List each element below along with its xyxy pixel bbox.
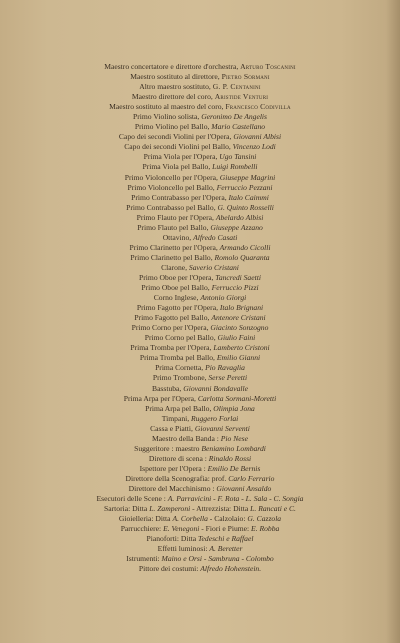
credit-line (4, 193, 396, 203)
credit-line (4, 233, 396, 243)
credit-name: Beniamino Lombardi (201, 443, 266, 453)
credit-name: Olimpia Jona (213, 403, 255, 413)
credit-name: Pio Ravaglia (205, 363, 245, 373)
credit-name: Giovanni Ansaldo (216, 483, 272, 493)
credit-role: Prima Arpa pel Ballo, (145, 403, 212, 413)
credit-name: Carlotta Sormani-Moretti (197, 393, 277, 403)
credit-name: A. Beretter (209, 544, 243, 554)
credit-line (4, 524, 396, 534)
credit-role: Primo Fagotto pel Ballo, (134, 313, 210, 323)
credit-line (4, 514, 396, 524)
credit-line (4, 323, 396, 333)
credits-list (0, 62, 400, 574)
credit-name: Giuseppe Azzano (210, 222, 263, 232)
credit-line (4, 243, 396, 253)
credit-role: Direttore della Scenografia: prof. (125, 473, 227, 483)
credit-role: Prima Viola per l'Opera, (143, 152, 218, 162)
credit-role: Ottavino, (162, 232, 192, 242)
credit-name: Giovanni Albisi (233, 132, 282, 142)
credit-role: Primo Fagotto per l'Opera, (136, 303, 218, 313)
credit-line (4, 82, 396, 92)
credit-line (4, 444, 396, 454)
credit-line (4, 102, 396, 112)
credit-name: A. Parravicini - F. Rota - L. Sala - C. Songia (167, 494, 304, 504)
credit-role: Maestro sostituto al direttore, (130, 72, 220, 82)
credit-role: Capo dei secondi Violini per l'Opera, (118, 132, 232, 142)
credit-name: Emilio De Bernis (207, 463, 261, 473)
credit-role: Primo Violino solista, (133, 112, 200, 122)
credit-name: E. Robba (251, 524, 280, 534)
credit-line (4, 434, 396, 444)
credit-role: Corno Inglese, (153, 293, 199, 303)
credit-name: Carlo Ferrario (228, 473, 275, 483)
credit-role: Maestro concertatore e direttore d'orchestra, (104, 62, 239, 71)
credit-name: Giuseppe Magrini (219, 172, 276, 182)
credit-line (4, 162, 396, 172)
credit-role: Primo Clarinetto per l'Opera, (129, 242, 218, 252)
credit-line (4, 363, 396, 373)
credit-line (4, 92, 396, 102)
credit-role: Primo Contrabasso pel Ballo, (126, 202, 216, 212)
credit-line (4, 464, 396, 474)
credit-role: Parrucchiere: (120, 524, 162, 534)
credit-name: Emilio Gianni (216, 353, 261, 363)
credit-name: Francesco Codivilla (225, 102, 291, 112)
credit-role: Primo Trombone, (152, 373, 207, 383)
credit-name: Rinaldo Rossi (208, 453, 252, 463)
credit-line (4, 484, 396, 494)
credit-line (4, 414, 396, 424)
credit-role: Sartoria: Ditta (104, 504, 148, 514)
credit-name: Saverio Cristani (188, 262, 239, 272)
credit-line (4, 62, 396, 72)
credit-role: Maestro direttore del coro, (131, 92, 213, 102)
credit-role: Primo Corno per l'Opera, (131, 323, 209, 333)
credit-line (4, 213, 396, 223)
credit-name: Geronimo De Angelis (201, 112, 267, 122)
credit-line (4, 544, 396, 554)
credit-line (4, 504, 396, 514)
credit-role: Maestro sostituto al maestro del coro, (109, 102, 224, 112)
credit-role: - Fiori e Piume: (199, 524, 250, 534)
credit-name: Italo Caimmi (228, 192, 269, 202)
credit-line (4, 72, 396, 82)
credit-line (4, 564, 396, 574)
credit-role: Capo dei secondi Violini pel Ballo, (124, 142, 231, 152)
credit-line (4, 394, 396, 404)
credit-name: Serse Peretti (208, 373, 248, 383)
credit-name: Tedeschi e Raffael (198, 534, 254, 544)
credit-name: L. Rancati e C. (250, 504, 296, 514)
credit-role: Gioielleria: Ditta (118, 514, 171, 524)
credit-line (4, 253, 396, 263)
credit-name: Romolo Quaranta (214, 252, 270, 262)
credit-line (4, 152, 396, 162)
credit-role: Direttore di scena : (148, 453, 207, 463)
credit-role: Primo Corno pel Ballo, (144, 333, 216, 343)
credit-name: L. Zamperoni (149, 504, 191, 514)
credit-line (4, 353, 396, 363)
credit-role: Primo Violoncello per l'Opera, (124, 172, 218, 182)
credit-name: Ferruccio Pizzi (211, 283, 259, 293)
credit-role: Pittore dei costumi: (138, 564, 199, 574)
credit-role: Primo Flauto per l'Opera, (136, 212, 214, 222)
credit-name: Arturo Toscanini (240, 62, 296, 71)
credit-role: Prima Tromba pel Ballo, (139, 353, 215, 363)
credit-line (4, 112, 396, 122)
credit-name: Vincenzo Lodi (232, 142, 276, 152)
credit-line (4, 424, 396, 434)
credit-name: Antenore Cristani (211, 313, 266, 323)
credit-role: - Attrezzista: Ditta (190, 504, 249, 514)
credit-line (4, 173, 396, 183)
credit-role: Prima Viola pel Ballo, (142, 162, 211, 172)
credit-name: Armando Cicolli (219, 242, 271, 252)
credit-name: G. Cazzola (247, 514, 282, 524)
credit-name: Alfredo Casati (193, 232, 238, 242)
credit-role: Suggeritore : maestro (134, 443, 200, 453)
credit-role: Primo Oboe per l'Opera, (139, 272, 214, 282)
credit-role: Basstuba, (152, 383, 182, 393)
credit-name: Aristide Venturi (214, 92, 269, 102)
credit-name: Lamberto Cristoni (213, 343, 270, 353)
credit-role: - Calzolaio: (207, 514, 246, 524)
credit-line (4, 474, 396, 484)
credit-line (4, 313, 396, 323)
credit-role: Clarone, (161, 262, 188, 272)
credit-line (4, 203, 396, 213)
credit-role: Cassa e Piatti, (150, 423, 193, 433)
credit-role: Esecutori delle Scene : (96, 494, 166, 504)
credit-role: Primo Violino pel Ballo, (134, 122, 210, 132)
credit-role: Pianoforti: Ditta (146, 534, 197, 544)
credit-name: Giovanni Serventi (194, 423, 250, 433)
credit-line (4, 454, 396, 464)
credit-name: Italo Brignani (219, 303, 264, 313)
credit-line (4, 333, 396, 343)
credit-line (4, 263, 396, 273)
credit-line (4, 404, 396, 414)
credit-name: Pio Nese (220, 433, 248, 443)
credit-line (4, 273, 396, 283)
credit-line (4, 303, 396, 313)
credit-name: Giacinto Sonzogno (210, 323, 269, 333)
credit-name: Tancredi Saetti (215, 272, 261, 282)
credit-role: Direttore del Macchinismo : (128, 483, 215, 493)
credit-role: Primo Oboe pel Ballo, (141, 283, 210, 293)
credit-line (4, 283, 396, 293)
credit-name: Luigi Rombelli (212, 162, 258, 172)
credit-role: Prima Tromba per l'Opera, (130, 343, 212, 353)
credit-name: Antonio Giorgi (200, 293, 247, 303)
credit-role: Prima Cornetta, (155, 363, 204, 373)
credit-name: A. Corbella (172, 514, 208, 524)
credit-name: Giulio Faini (217, 333, 256, 343)
credit-line (4, 183, 396, 193)
credit-line (4, 373, 396, 383)
credit-line (4, 132, 396, 142)
credit-name: Ugo Tansini (219, 152, 257, 162)
credit-name: G. P. Centanini (212, 82, 261, 92)
credit-role: Primo Flauto pel Ballo, (137, 222, 209, 232)
credit-role: Maestro della Banda : (152, 433, 219, 443)
credit-line (4, 534, 396, 544)
credit-line (4, 293, 396, 303)
credit-name: Giovanni Bondavalle (183, 383, 248, 393)
credit-name: Maino e Orsi - Sambruna - Colombo (161, 554, 274, 564)
credit-name: Pietro Sormani (221, 72, 270, 82)
credit-line (4, 494, 396, 504)
credit-role: Primo Clarinetto pel Ballo, (130, 252, 213, 262)
credit-name: E. Venegoni (163, 524, 200, 534)
credit-role: Altro maestro sostituto, (139, 82, 211, 92)
credit-name: Alfredo Hohenstein. (200, 564, 262, 574)
credit-line (4, 554, 396, 564)
credit-name: Abelardo Albisi (215, 212, 264, 222)
credit-name: G. Quinto Rosselli (217, 202, 274, 212)
credit-line (4, 122, 396, 132)
credit-line (4, 343, 396, 353)
credit-role: Primo Contrabasso per l'Opera, (131, 192, 227, 202)
credit-role: Timpani, (161, 413, 190, 423)
credit-line (4, 142, 396, 152)
credit-name: Mario Castellano (211, 122, 266, 132)
credit-role: Istrumenti: (126, 554, 160, 564)
credit-name: Ferruccio Pezzani (216, 182, 273, 192)
credit-role: Prima Arpa per l'Opera, (123, 393, 196, 403)
credit-name: Ruggero Forlai (191, 413, 239, 423)
credit-role: Effetti luminosi: (157, 544, 208, 554)
credit-line (4, 223, 396, 233)
credit-line (4, 384, 396, 394)
credit-role: Primo Violoncello pel Ballo, (127, 182, 215, 192)
credit-role: Ispettore per l'Opera : (139, 463, 206, 473)
